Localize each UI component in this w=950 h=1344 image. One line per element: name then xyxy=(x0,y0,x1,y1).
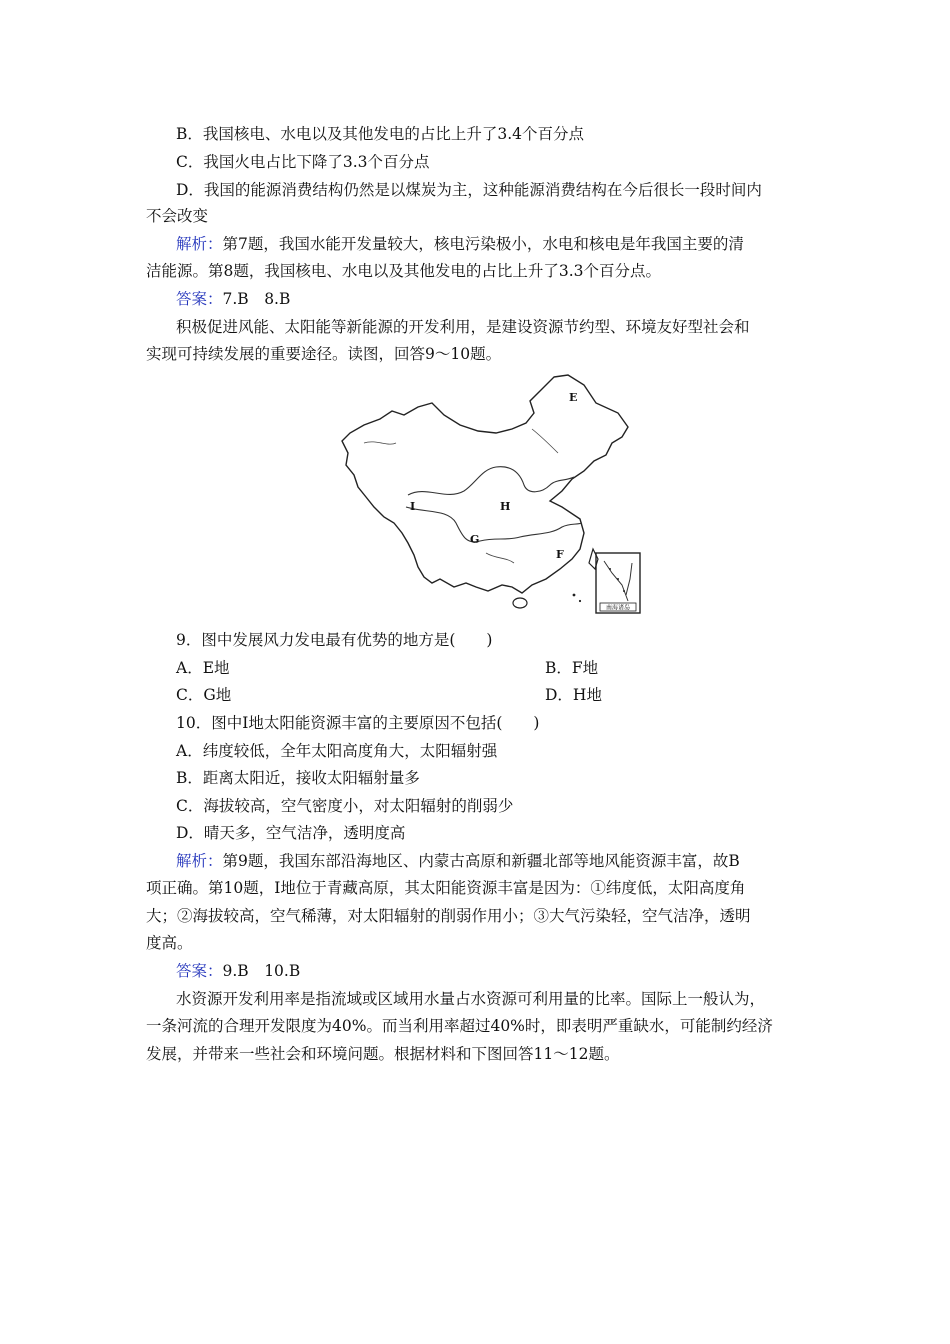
map-label-e: E xyxy=(569,391,578,404)
map-label-f: F xyxy=(556,548,564,561)
analysis-label: 解析： xyxy=(176,235,223,253)
analysis-9-10-line4: 度高。 xyxy=(146,934,193,952)
q8-option-b: B．我国核电、水电以及其他发电的占比上升了3.4个百分点 xyxy=(176,125,585,143)
yangtze-river xyxy=(406,507,582,542)
analysis-text: 第9题，我国东部沿海地区、内蒙古高原和新疆北部等地风能资源丰富，故B xyxy=(222,852,740,870)
analysis-9-10-line2: 项正确。第10题，I地位于青藏高原，其太阳能资源丰富是因为：①纬度低，太阳高度角 xyxy=(146,879,746,897)
answer-9-10 xyxy=(176,961,300,981)
q8-option-d-line2: 不会改变 xyxy=(146,207,209,225)
answer-value: 7.B 8.B xyxy=(222,290,291,308)
hainan-island xyxy=(513,598,527,608)
china-map xyxy=(336,373,646,618)
intro-9-10-line2: 实现可持续发展的重要途径。读图，回答9～10题。 xyxy=(146,345,502,363)
intro-9-10-line1: 积极促进风能、太阳能等新能源的开发利用，是建设资源节约型、环境友好型社会和 xyxy=(176,318,750,336)
q10-stem: 10．图中I地太阳能资源丰富的主要原因不包括( ) xyxy=(176,714,540,732)
intro-11-12-line1: 水资源开发利用率是指流域或区域用水量占水资源可利用量的比率。国际上一般认为， xyxy=(176,990,766,1008)
answer-label: 答案： xyxy=(176,290,223,308)
q9-option-b: B．F地 xyxy=(545,659,599,677)
q10-option-c: C．海拔较高，空气密度小，对太阳辐射的削弱少 xyxy=(176,797,514,815)
analysis-label: 解析： xyxy=(176,852,223,870)
analysis-9-10-line3: 大；②海拔较高，空气稀薄，对太阳辐射的削弱作用小；③大气污染轻，空气洁净，透明 xyxy=(146,907,751,925)
map-label-g: G xyxy=(470,533,480,546)
inset-label: 南海诸岛 xyxy=(605,604,631,612)
south-china-sea-inset xyxy=(596,553,640,613)
q10-option-d: D．晴天多，空气洁净，透明度高 xyxy=(176,824,406,842)
answer-label: 答案： xyxy=(176,962,223,980)
china-outline xyxy=(342,375,628,593)
answer-7-8 xyxy=(176,289,290,309)
map-label-h: H xyxy=(500,500,511,513)
q9-option-a: A．E地 xyxy=(176,659,230,677)
analysis-9-10-line1 xyxy=(176,851,740,871)
analysis-7-8-line2: 洁能源。第8题，我国核电、水电以及其他发电的占比上升了3.3个百分点。 xyxy=(146,262,662,280)
q9-option-d: D．H地 xyxy=(545,686,602,704)
q10-option-a: A．纬度较低，全年太阳高度角大，太阳辐射强 xyxy=(176,742,498,760)
answer-value: 9.B 10.B xyxy=(222,962,301,980)
q9-option-c: C．G地 xyxy=(176,686,232,704)
yellow-river xyxy=(408,467,574,495)
analysis-7-8-line1 xyxy=(176,234,744,254)
q9-stem: 9．图中发展风力发电最有优势的地方是( ) xyxy=(176,631,493,649)
q10-option-b: B．距离太阳近，接收太阳辐射量多 xyxy=(176,769,420,787)
map-label-i: I xyxy=(410,500,416,513)
intro-11-12-line2: 一条河流的合理开发限度为40%。而当利用率超过40%时，即表明严重缺水，可能制约经济 xyxy=(146,1017,773,1035)
intro-11-12-line3: 发展，并带来一些社会和环境问题。根据材料和下图回答11～12题。 xyxy=(146,1045,620,1063)
q8-option-d-line1: D．我国的能源消费结构仍然是以煤炭为主，这种能源消费结构在今后很长一段时间内 xyxy=(176,181,762,199)
q8-option-c: C．我国火电占比下降了3.3个百分点 xyxy=(176,153,430,171)
analysis-text: 第7题，我国水能开发量较大，核电污染极小，水电和核电是年我国主要的清 xyxy=(222,235,744,253)
